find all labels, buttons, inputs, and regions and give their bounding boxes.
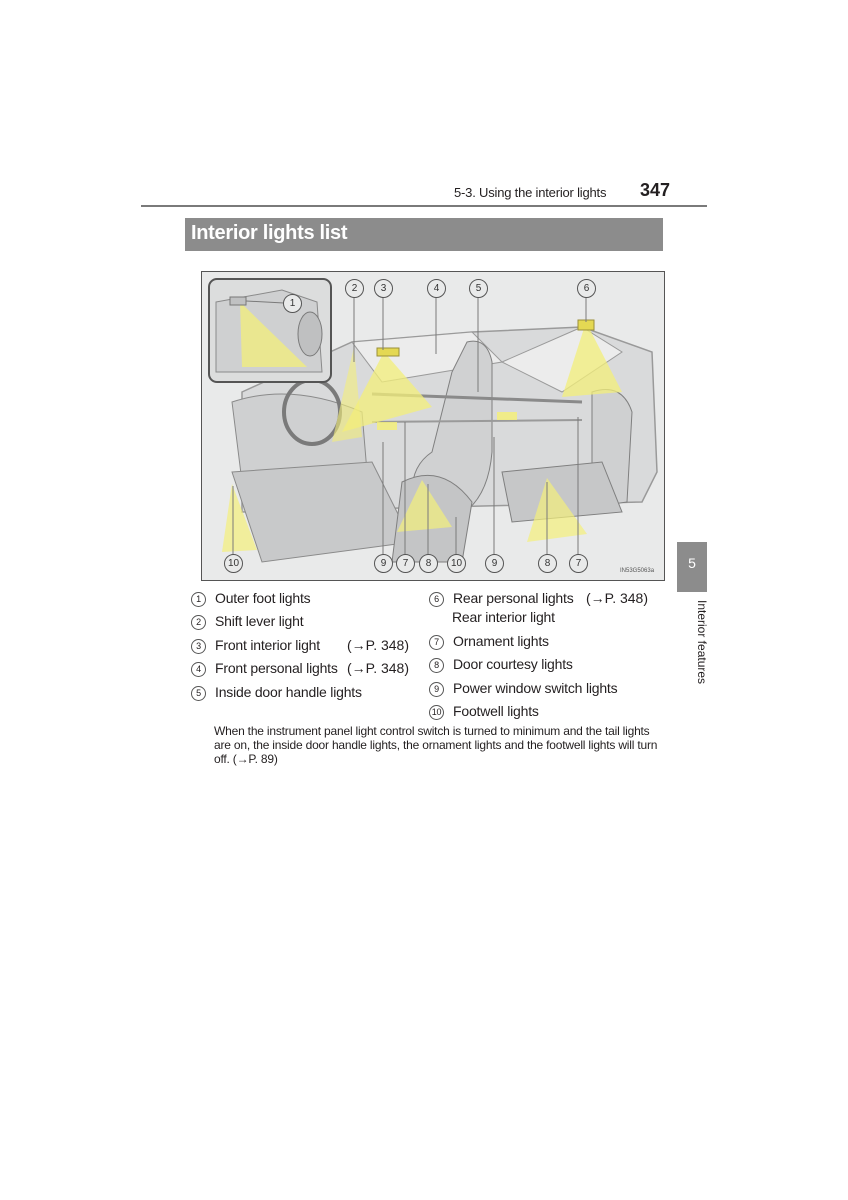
legend-number: 8 [429, 658, 444, 673]
legend-item [429, 656, 573, 673]
legend-number: 1 [191, 592, 206, 607]
callout-8: 8 [419, 554, 438, 573]
chapter-label: Interior features [695, 600, 709, 685]
page-reference: (→P. 348) [347, 660, 409, 676]
legend-item [191, 590, 310, 607]
interior-illustration [201, 271, 665, 581]
callout-5: 5 [469, 279, 488, 298]
legend-number: 2 [191, 615, 206, 630]
legend-label: Door courtesy lights [453, 656, 573, 672]
callout-1: 1 [283, 294, 302, 313]
legend-number: 3 [191, 639, 206, 654]
legend-item [429, 590, 574, 607]
legend-number: 7 [429, 635, 444, 650]
legend-label: Front interior light [215, 637, 320, 653]
legend-label: Ornament lights [453, 633, 549, 649]
legend-label: Power window switch lights [453, 680, 618, 696]
legend-number: 10 [429, 705, 444, 720]
callout-2: 2 [345, 279, 364, 298]
header-divider [141, 205, 707, 207]
title-bar [185, 218, 663, 251]
callout-6: 6 [577, 279, 596, 298]
callout-9: 9 [485, 554, 504, 573]
callout-4: 4 [427, 279, 446, 298]
page-number: 347 [640, 180, 671, 200]
callout-3: 3 [374, 279, 393, 298]
legend-label: Rear personal lights [453, 590, 574, 606]
callout-8: 8 [538, 554, 557, 573]
callout-10: 10 [447, 554, 466, 573]
page-title: Interior lights list [191, 222, 348, 244]
legend-sub-label: Rear interior light [452, 609, 555, 625]
legend-item [191, 684, 362, 701]
section-title: 5-3. Using the interior lights [454, 185, 607, 200]
legend-item [429, 633, 549, 650]
legend-number: 6 [429, 592, 444, 607]
legend-item [429, 703, 539, 720]
car-interior-drawing [202, 272, 664, 580]
legend-item [191, 660, 338, 677]
legend-item [191, 613, 303, 630]
legend-number: 4 [191, 662, 206, 677]
legend-item [429, 680, 617, 697]
legend-label: Outer foot lights [215, 590, 311, 606]
legend-label: Footwell lights [453, 703, 539, 719]
legend-item [191, 637, 320, 654]
chapter-tab [677, 542, 707, 592]
page-reference: (→P. 348) [347, 637, 409, 653]
figure-code: IN53G5063a [620, 568, 655, 574]
page-reference: (→P. 348) [586, 590, 648, 606]
legend-number: 5 [191, 686, 206, 701]
callout-7: 7 [569, 554, 588, 573]
callout-7: 7 [396, 554, 415, 573]
note-text: When the instrument panel light control switch is turned to minimum and the tail lights are on, the inside door handle lights, the ornament lights and the footwell lights will turn off. (→P. 89) [214, 724, 658, 766]
legend-label: Shift lever light [215, 613, 304, 629]
legend-label: Inside door handle lights [215, 684, 362, 700]
callout-9: 9 [374, 554, 393, 573]
chapter-number: 5 [688, 555, 696, 571]
callout-10: 10 [224, 554, 243, 573]
legend-label: Front personal lights [215, 660, 338, 676]
legend-number: 9 [429, 682, 444, 697]
